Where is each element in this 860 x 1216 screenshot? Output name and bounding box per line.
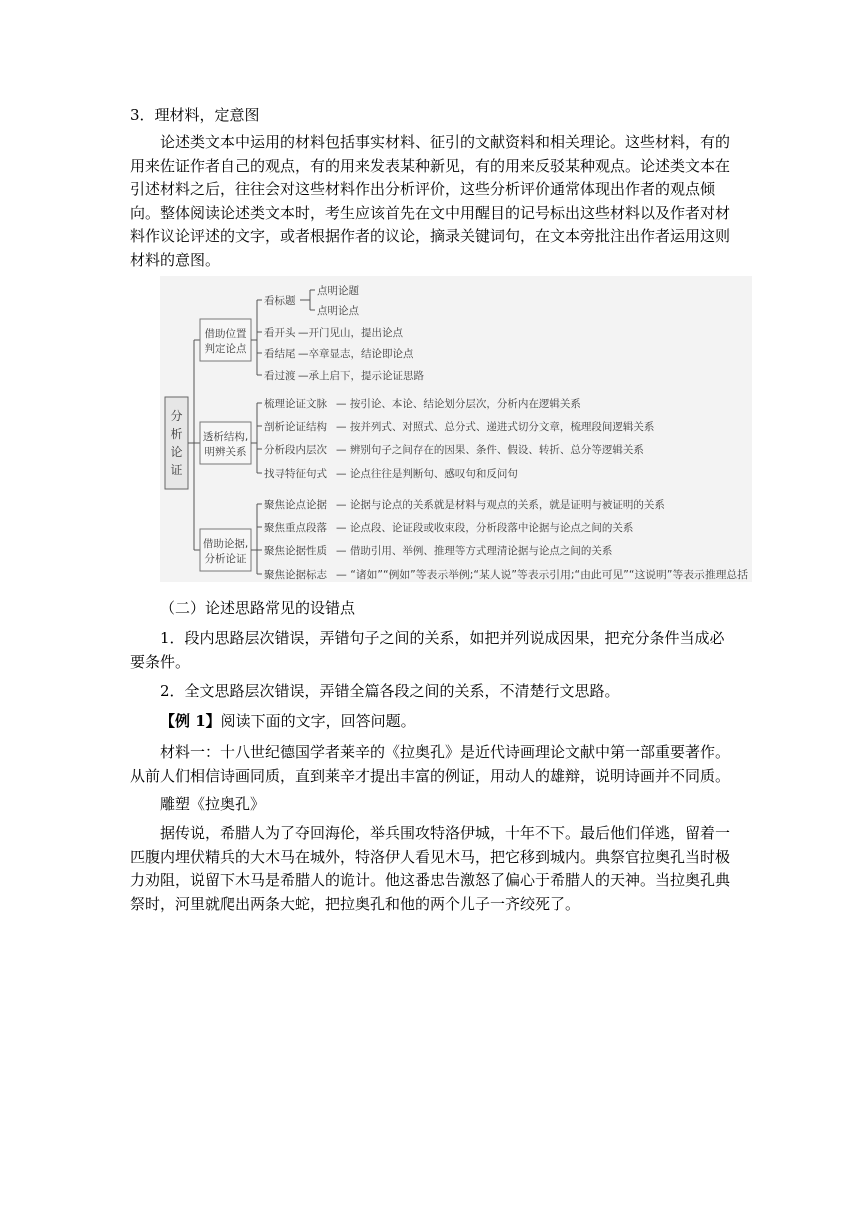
item-text: — 论点段、论证段或收束段，分析段落中论据与论点之间的关系: [336, 522, 634, 534]
example-line: [130, 710, 730, 734]
material-1: 材料一：十八世纪德国学者莱辛的《拉奥孔》是近代诗画理论文献中第一部重要著作。从前人们相信诗画同质，直到莱辛才提出丰富的例证，用动人的雄辩，说明诗画并不同质。: [130, 743, 731, 785]
item-text: —开门见山，提出论点: [298, 327, 403, 339]
item-key: 梳理论证文脉: [264, 398, 327, 410]
item-key: 分析段内层次: [264, 444, 327, 456]
branch-label: 明辨关系: [204, 446, 247, 458]
branch-label: 透析结构,: [202, 431, 249, 443]
intro-paragraph: 论述类文本中运用的材料包括事实材料、征引的文献资料和相关理论。这些材料，有的用来佐证作者自己的观点，有的用来发表某种新见，有的用来反驳某种观点。论述类文本在引述材料之后，往往会对这些材料作出分析评价，这些分析评价通常体现出作者的观点倾向。整体阅读论述类文本时，考生应该首先在文中用醒目的记号标出这些材料以及作者对材料作议论评述的文字，或者根据作者的议论，摘录关键词句，在文本旁批注出作者运用这则材料的意图。: [130, 133, 731, 269]
point-2: 2．全文思路层次错误，弄错全篇各段之间的关系，不清楚行文思路。: [160, 682, 620, 700]
branch-label: 借助论据,: [202, 538, 249, 550]
item-key: 聚焦重点段落: [264, 522, 327, 534]
item-text: — “诸如”“例如”等表示举例;“某人说”等表示引用;“由此可见”“这说明”等表示推理总括: [336, 569, 737, 581]
example-prompt: 阅读下面的文字，回答问题。: [220, 712, 416, 730]
branch-label: 判定论点: [204, 343, 247, 355]
item-sub: 点明论题: [317, 285, 359, 297]
item-text: — 借助引用、举例、推理等方式理清论据与论点之间的关系: [336, 545, 613, 557]
item-sub: 点明论点: [317, 305, 359, 317]
item-text: — 辨别句子之间存在的因果、条件、假设、转折、总分等逻辑关系: [336, 444, 644, 456]
item-text: —承上启下，提示论证思路: [298, 370, 424, 382]
item-key: 看结尾: [264, 348, 296, 360]
branch-label: 借助位置: [204, 328, 247, 340]
item-text: — 按引论、本论、结论划分层次，分析内在逻辑关系: [336, 398, 581, 410]
item-key: 看标题: [264, 295, 296, 307]
example-label: 【例 1】: [160, 712, 221, 730]
item-key: 聚焦论据性质: [264, 545, 327, 557]
branch-label: 分析论证: [204, 553, 247, 565]
item-text: —卒章显志，结论即论点: [298, 348, 414, 360]
item-key: 聚焦论点论据: [264, 499, 327, 511]
point-1: 1．段内思路层次错误，弄错句子之间的关系，如把并列说成因果，把充分条件当成必要条件。: [130, 629, 725, 671]
item-key: 聚焦论据标志: [264, 569, 327, 581]
legend-paragraph: 据传说，希腊人为了夺回海伦，举兵围攻特洛伊城，十年不下。最后他们佯逃，留着一匹腹内埋伏精兵的大木马在城外，特洛伊人看见木马，把它移到城内。典祭官拉奥孔当时极力劝阻，说留下木马是希腊人的诡计。他这番忠告激怒了偏心于希腊人的天神。当拉奥孔典祭时，河里就爬出两条大蛇，把拉奥孔和他的两个儿子一齐绞死了。: [130, 824, 731, 913]
root-char: 论: [170, 445, 183, 459]
item-text: — 按并列式、对照式、总分式、递进式切分文章，梳理段间逻辑关系: [336, 421, 655, 433]
item-key: 找寻特征句式: [264, 468, 327, 480]
root-char: 析: [170, 427, 183, 441]
item-key: 看过渡: [264, 370, 296, 382]
analysis-diagram: [160, 276, 752, 582]
analysis-diagram-svg: [160, 276, 752, 582]
item-key: 剖析论证结构: [264, 421, 327, 433]
root-char: 分: [170, 409, 183, 423]
item-key: 看开头: [264, 327, 296, 339]
subsection-heading: （二）论述思路常见的设错点: [160, 599, 356, 617]
item-text: — 论据与论点的关系就是材料与观点的关系，就是证明与被证明的关系: [336, 499, 665, 511]
root-char: 证: [170, 463, 183, 477]
section-heading: 3．理材料，定意图: [130, 106, 260, 124]
item-text: — 论点往往是判断句、感叹句和反问句: [336, 468, 518, 480]
sculpture-title: 雕塑《拉奥孔》: [160, 795, 266, 813]
